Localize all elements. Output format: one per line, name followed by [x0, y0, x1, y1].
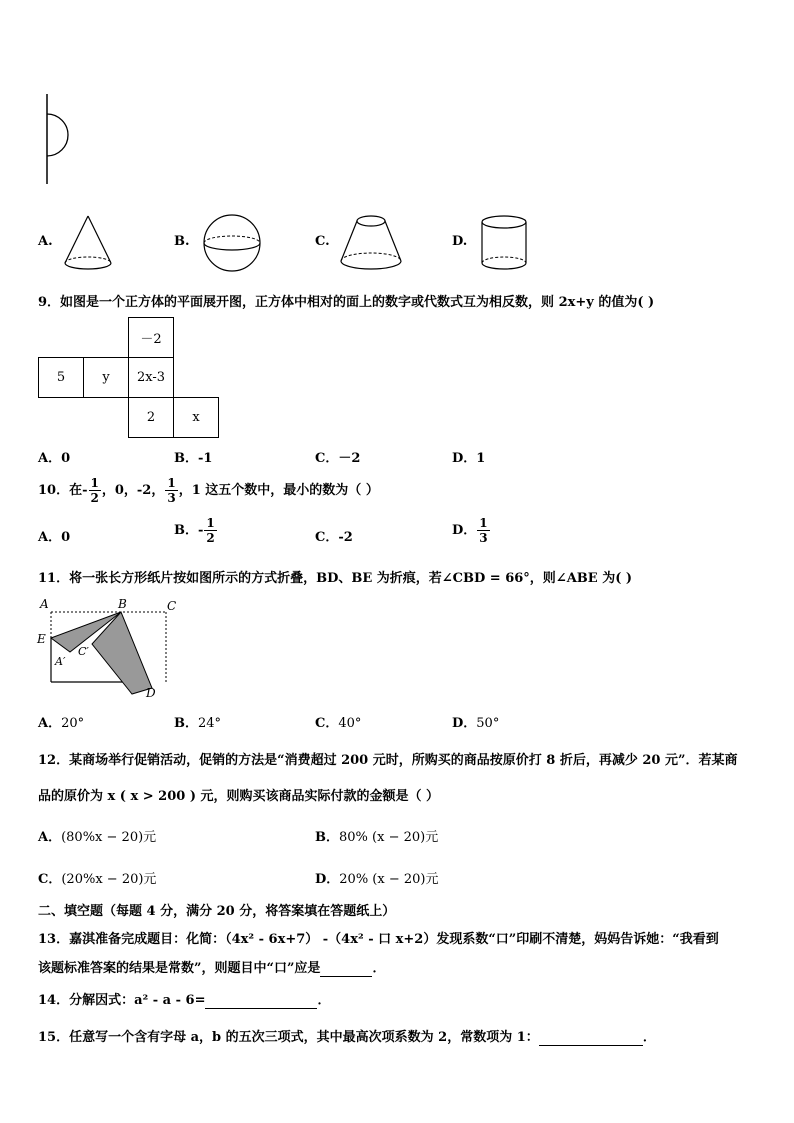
numerator: 1 — [206, 516, 215, 530]
denominator: 2 — [206, 531, 215, 545]
option-value: 40° — [338, 716, 362, 731]
q15-end: ． — [642, 1030, 656, 1045]
option-label: D. — [452, 234, 468, 249]
q12-option-a[interactable] — [38, 826, 156, 845]
section-title: 二、填空题（每题 4 分，满分 20 分，将答案填在答题纸上） — [38, 904, 396, 919]
option-value: -2 — [338, 530, 353, 545]
denominator: 2 — [90, 491, 99, 505]
option-value: - — [198, 523, 204, 538]
option-label: B． — [315, 830, 339, 845]
label-a-prime: A′ — [55, 655, 66, 668]
option-label: D． — [452, 523, 477, 538]
q12-line2: 品的原价为 x ( x > 200 ) 元，则购买该商品实际付款的金额是（ ） — [38, 789, 440, 804]
answer-blank[interactable] — [320, 961, 372, 977]
fraction — [89, 476, 101, 505]
q8-option-b[interactable] — [174, 234, 190, 249]
option-label: B. — [174, 234, 190, 249]
q11-option-a[interactable] — [38, 712, 84, 731]
q8-option-d[interactable] — [452, 234, 467, 249]
option-label: D． — [315, 872, 340, 887]
q9-option-d[interactable] — [452, 447, 485, 466]
option-value: 0 — [61, 530, 71, 545]
q15-label: 15．任意写一个含有字母 a，b 的五次三项式，其中最高次项系数为 2，常数项为 1： — [38, 1030, 539, 1045]
q9-option-c[interactable] — [315, 447, 360, 466]
option-label: D． — [452, 451, 477, 466]
label-c: C — [167, 599, 177, 613]
denominator: 3 — [479, 531, 488, 545]
q13-end: ． — [372, 961, 386, 976]
q11-option-c[interactable] — [315, 712, 361, 731]
q8-figure — [40, 90, 80, 190]
q8-option-a[interactable] — [38, 234, 53, 249]
option-label: C． — [315, 530, 339, 545]
label-d: D — [146, 686, 156, 700]
option-value: 20° — [61, 716, 85, 731]
q9-text: 9．如图是一个正方体的平面展开图，正方体中相对的面上的数字或代数式互为相反数，则 2x+y 的值为( ) — [38, 295, 655, 310]
option-label: C． — [315, 451, 339, 466]
fraction — [204, 516, 216, 545]
q13-line2 — [38, 957, 385, 977]
option-value: (20%x − 20)元 — [61, 872, 157, 887]
q14-end: ． — [317, 993, 331, 1008]
option-value: 1 — [476, 451, 486, 466]
q11-text: 11．将一张长方形纸片按如图所示的方式折叠，BD、BE 为折痕，若∠CBD = 66°，则∠ABE 为( ) — [38, 571, 633, 586]
net-cell: 2x-3 — [129, 358, 174, 398]
folding-figure — [34, 596, 184, 700]
label-b: B — [118, 597, 127, 611]
fraction — [165, 476, 177, 505]
label-c-prime: C′ — [78, 645, 89, 658]
q10-prefix: 10．在- — [38, 483, 88, 498]
q10-mid: ，0，-2， — [101, 483, 165, 498]
option-label: C. — [315, 234, 330, 249]
option-label: B． — [174, 451, 198, 466]
option-value: (80%x − 20)元 — [61, 830, 157, 845]
q13-line1: 13．嘉淇准备完成题目：化简：（4x² - 6x+7） -（4x² - 口 x+2）发现系数“口”印刷不清楚，妈妈告诉她：“我看到 — [38, 932, 719, 947]
option-value: 0 — [61, 451, 71, 466]
q10-option-c[interactable] — [315, 526, 353, 545]
answer-blank[interactable] — [539, 1030, 643, 1046]
numerator: 1 — [90, 476, 99, 490]
option-value: -1 — [198, 451, 213, 466]
q10-option-a[interactable] — [38, 526, 70, 545]
net-cell: y — [84, 358, 129, 398]
q11-option-b[interactable] — [174, 712, 221, 731]
q10-option-d[interactable] — [452, 516, 491, 545]
answer-blank[interactable] — [205, 993, 317, 1009]
q14-label: 14．分解因式：a² - a - 6= — [38, 993, 206, 1008]
numerator: 1 — [479, 516, 488, 530]
cylinder-icon — [478, 213, 530, 275]
sphere-icon — [200, 213, 264, 273]
net-cell: 2 — [129, 398, 174, 438]
q12-option-c[interactable] — [38, 868, 156, 887]
q10-option-b[interactable] — [174, 516, 218, 545]
option-label: A． — [38, 830, 62, 845]
q9-option-b[interactable] — [174, 447, 212, 466]
option-value: 24° — [198, 716, 222, 731]
numerator: 1 — [167, 476, 176, 490]
label-e: E — [37, 632, 46, 646]
net-cell: －2 — [129, 318, 174, 358]
option-value: 80% (x − 20)元 — [339, 830, 439, 845]
q13-text: 该题标准答案的结果是常数”，则题目中“口”应是 — [38, 961, 321, 976]
cone-icon — [60, 213, 116, 275]
q12-option-b[interactable] — [315, 826, 438, 845]
option-label: C． — [315, 716, 339, 731]
option-value: 50° — [476, 716, 500, 731]
q12-line1: 12．某商场举行促销活动，促销的方法是“消费超过 200 元时，所购买的商品按原价打 8 折后，再减少 20 元”．若某商 — [38, 753, 738, 768]
frustum-icon — [337, 213, 405, 275]
option-label: A． — [38, 530, 62, 545]
q15-text — [38, 1026, 656, 1046]
option-value: －2 — [338, 451, 361, 466]
option-label: A． — [38, 716, 62, 731]
q10-suffix: ，1 这五个数中，最小的数为（ ） — [178, 483, 379, 498]
option-label: A. — [38, 234, 53, 249]
cube-net — [38, 317, 219, 438]
q14-text — [38, 989, 330, 1009]
q11-option-d[interactable] — [452, 712, 499, 731]
label-a: A — [40, 597, 49, 611]
net-cell: 5 — [39, 358, 84, 398]
denominator: 3 — [167, 491, 176, 505]
q12-option-d[interactable] — [315, 868, 438, 887]
option-label: C． — [38, 872, 62, 887]
option-value: 20% (x − 20)元 — [339, 872, 439, 887]
option-label: A． — [38, 451, 62, 466]
q9-option-a[interactable] — [38, 447, 70, 466]
option-label: B． — [174, 716, 198, 731]
option-label: B． — [174, 523, 198, 538]
fraction — [477, 516, 489, 545]
net-cell: x — [174, 398, 219, 438]
option-label: D． — [452, 716, 477, 731]
q10-text — [38, 476, 379, 505]
q8-option-c[interactable] — [315, 234, 330, 249]
